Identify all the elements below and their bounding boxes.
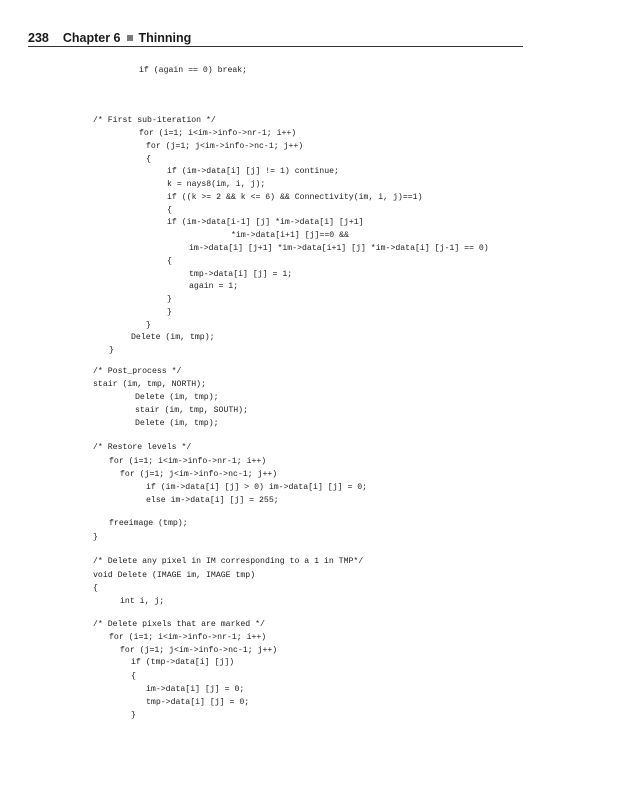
code-line: Delete (im, tmp);: [135, 393, 219, 402]
code-line: if (im->data[i-1] [j] *im->data[i] [j+1]: [167, 218, 364, 227]
code-comment: /* Restore levels */: [93, 443, 192, 452]
page-number: 238: [28, 31, 49, 45]
code-line: tmp->data[i] [j] = 0;: [146, 698, 250, 707]
code-line: if (tmp->data[i] [j]): [131, 658, 235, 667]
code-line: }: [93, 533, 98, 542]
code-line: {: [167, 206, 172, 215]
code-line: {: [131, 672, 136, 681]
code-line: }: [109, 346, 114, 355]
code-line: for (i=1; i<im->info->nr-1; i++): [109, 633, 267, 642]
code-line: stair (im, tmp, SOUTH);: [135, 406, 249, 415]
code-comment: /* Post_process */: [93, 367, 182, 376]
code-line: Delete (im, tmp);: [131, 333, 215, 342]
code-line: if (again == 0) break;: [139, 66, 248, 75]
code-line: {: [167, 257, 172, 266]
code-line: im->data[i] [j] = 0;: [146, 685, 245, 694]
code-line: tmp->data[i] [j] = 1;: [189, 270, 293, 279]
code-line: for (i=1; i<im->info->nr-1; i++): [139, 129, 297, 138]
code-line: int i, j;: [120, 597, 165, 606]
code-line: }: [131, 711, 136, 720]
code-line: }: [146, 321, 151, 330]
code-comment: /* Delete pixels that are marked */: [93, 620, 265, 629]
code-line: for (j=1; j<im->info->nc-1; j++): [146, 142, 304, 151]
code-line: for (j=1; j<im->info->nc-1; j++): [120, 470, 278, 479]
code-comment: /* First sub-iteration */: [93, 116, 216, 125]
code-line: if (im->data[i] [j] != 1) continue;: [167, 167, 339, 176]
code-line: }: [167, 295, 172, 304]
code-line: }: [167, 308, 172, 317]
code-line: else im->data[i] [j] = 255;: [146, 496, 279, 505]
code-line: stair (im, tmp, NORTH);: [93, 380, 207, 389]
chapter-title: Thinning: [138, 31, 192, 45]
code-line: for (j=1; j<im->info->nc-1; j++): [120, 646, 278, 655]
chapter-label: Chapter 6: [62, 31, 121, 45]
code-line: freeimage (tmp);: [109, 519, 188, 528]
code-line: again = 1;: [189, 282, 239, 291]
code-line: *im->data[i+1] [j]==0 &&: [231, 231, 349, 240]
code-comment: /* Delete any pixel in IM corresponding to a 1 in TMP*/: [93, 557, 364, 566]
code-line: k = nays8(im, i, j);: [167, 180, 266, 189]
code-line: void Delete (IMAGE im, IMAGE tmp): [93, 571, 256, 580]
code-line: {: [146, 155, 151, 164]
code-line: for (i=1; i<im->info->nr-1; i++): [109, 457, 267, 466]
code-line: im->data[i] [j+1] *im->data[i+1] [j] *im->data[i] [j-1] == 0): [189, 244, 489, 253]
code-line: if ((k >= 2 && k <= 6) && Connectivity(im, i, j)==1): [167, 193, 423, 202]
code-line: {: [93, 584, 98, 593]
code-line: Delete (im, tmp);: [135, 419, 219, 428]
code-line: if (im->data[i] [j] > 0) im->data[i] [j] = 0;: [146, 483, 368, 492]
